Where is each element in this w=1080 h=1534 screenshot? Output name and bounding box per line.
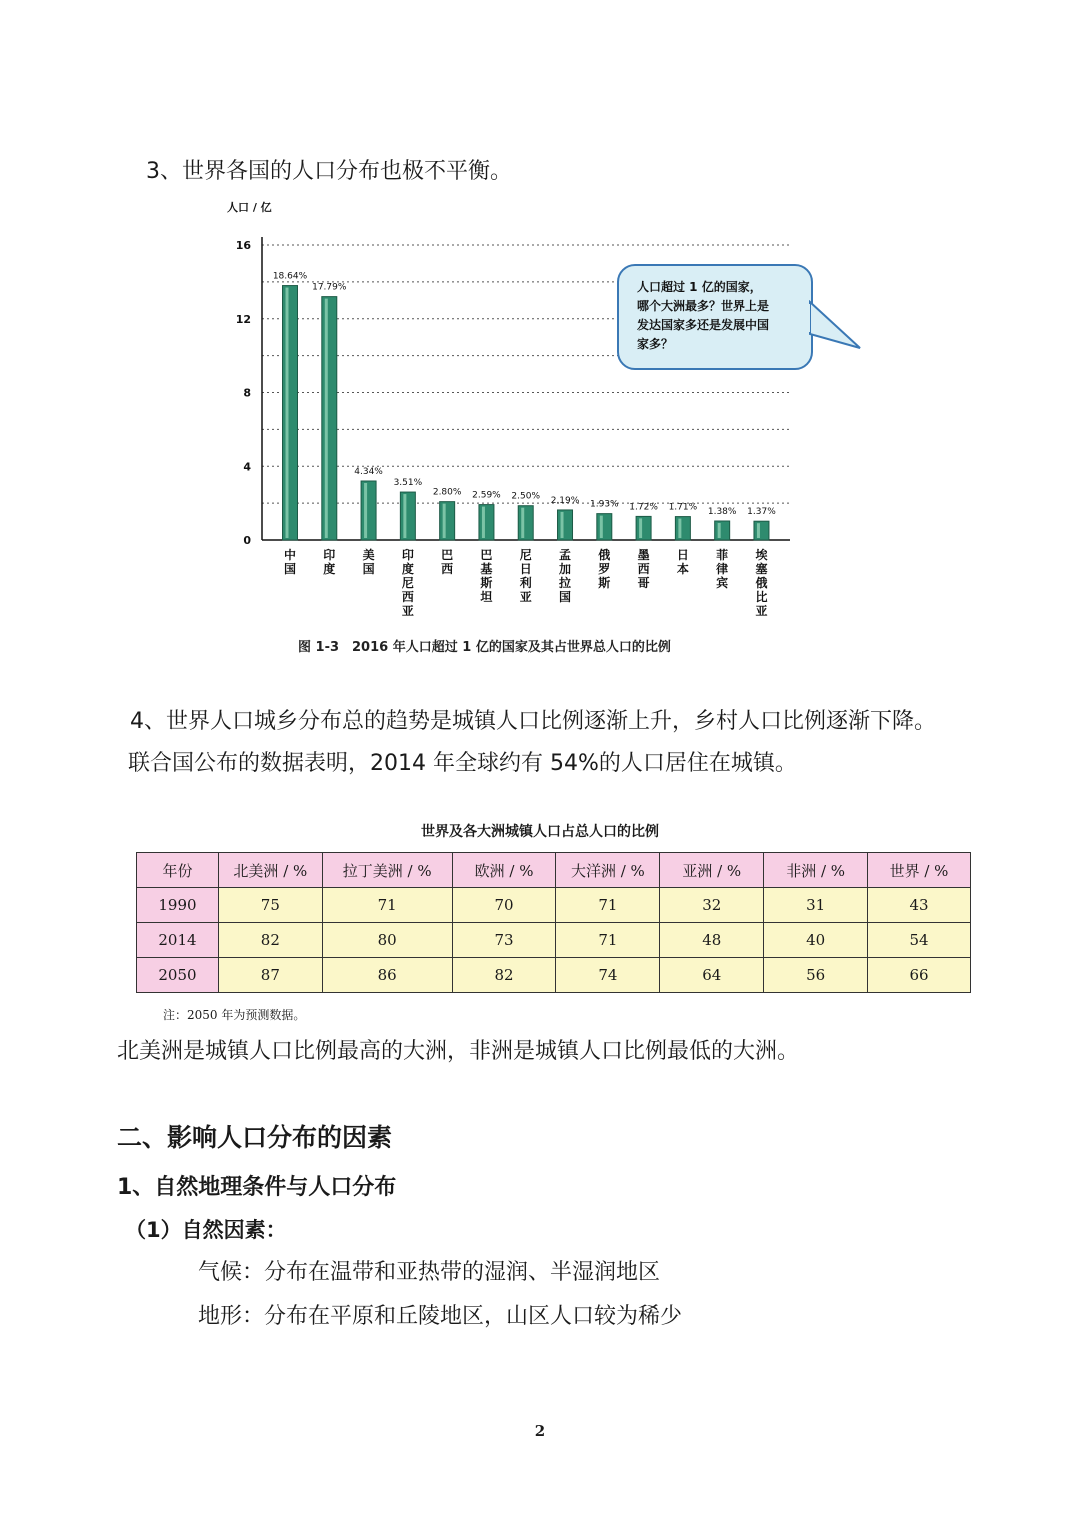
x-category-char: 国 [283, 562, 297, 576]
value-cell: 64 [660, 958, 764, 993]
value-cell: 75 [218, 888, 322, 923]
question-bubble [617, 264, 813, 370]
bar-highlight [757, 523, 760, 538]
value-cell: 82 [218, 923, 322, 958]
bar-highlight [561, 512, 564, 538]
x-category-char: 孟 [559, 548, 572, 562]
bar-highlight [521, 508, 524, 538]
value-cell: 73 [452, 923, 556, 958]
y-tick-label: 4 [243, 460, 251, 474]
x-category-char: 日 [676, 548, 689, 562]
climate-text: 气候：分布在温带和亚热带的湿润、半湿润地区 [198, 1260, 661, 1285]
x-category-char: 墨 [637, 548, 650, 562]
x-category-char: 中 [283, 548, 297, 562]
x-category-char: 俄 [755, 576, 768, 590]
x-category-char: 比 [755, 590, 768, 604]
bar-value-label: 1.38% [707, 507, 737, 518]
value-cell: 40 [764, 923, 868, 958]
header-cell: 亚洲 / % [660, 853, 764, 888]
bar-highlight [600, 516, 603, 538]
bar-value-label: 2.80% [432, 487, 462, 498]
y-tick-label: 16 [235, 239, 251, 252]
value-cell: 32 [660, 888, 764, 923]
bar-highlight [482, 507, 485, 538]
x-category-char: 利 [519, 576, 532, 590]
bar-highlight [718, 523, 721, 538]
value-cell: 66 [868, 958, 971, 993]
x-category-char: 尼 [519, 548, 532, 562]
x-category-char: 国 [362, 562, 375, 576]
x-category-char: 罗 [598, 562, 611, 576]
urban-population-table [136, 852, 971, 993]
y-tick-label: 8 [243, 386, 251, 400]
section3-heading: 3、世界各国的人口分布也极不平衡。 [146, 159, 512, 184]
header-cell: 北美洲 / % [218, 853, 322, 888]
x-category-char: 西 [637, 562, 650, 576]
bar [361, 481, 376, 540]
year-cell: 2014 [137, 923, 219, 958]
bar-value-label: 1.37% [747, 507, 776, 518]
x-category-char: 西 [401, 590, 414, 604]
x-category-char: 本 [676, 562, 689, 576]
figure-caption: 图 1-3 2016 年人口超过 1 亿的国家及其占世界总人口的比例 [298, 640, 671, 655]
bar [636, 516, 651, 540]
value-cell: 43 [868, 888, 971, 923]
x-category-char: 拉 [559, 576, 572, 590]
x-category-char: 菲 [716, 548, 729, 562]
table-row [137, 888, 971, 923]
header-cell: 年份 [137, 853, 219, 888]
value-cell: 54 [868, 923, 971, 958]
bar-highlight [364, 483, 367, 538]
value-cell: 87 [218, 958, 322, 993]
value-cell: 86 [322, 958, 452, 993]
x-category-char: 宾 [716, 576, 729, 590]
bar-value-label: 17.79% [312, 282, 347, 293]
x-category-char: 亚 [519, 590, 532, 604]
bar-highlight [403, 494, 406, 538]
table-header-row [137, 853, 971, 888]
x-category-char: 哥 [637, 576, 650, 590]
value-cell: 82 [452, 958, 556, 993]
value-cell: 80 [322, 923, 452, 958]
bubble-line: 发达国家多还是发展中国 [637, 318, 770, 332]
bar-highlight [678, 519, 681, 538]
header-cell: 非洲 / % [764, 853, 868, 888]
x-category-char: 印 [401, 548, 414, 562]
x-category-char: 西 [441, 562, 454, 576]
bar [754, 521, 769, 540]
x-category-char: 亚 [755, 604, 768, 618]
x-category-char: 度 [323, 562, 336, 576]
header-cell: 世界 / % [868, 853, 971, 888]
x-category-char: 加 [559, 562, 572, 576]
bar [479, 505, 494, 540]
bar-highlight [443, 504, 446, 538]
bar-highlight [639, 518, 642, 538]
x-category-char: 斯 [480, 576, 493, 590]
population-bar-chart [215, 195, 875, 625]
bar [322, 297, 337, 540]
chart-svg [215, 195, 875, 625]
value-cell: 74 [556, 958, 660, 993]
x-category-char: 巴 [441, 548, 454, 562]
header-cell: 欧洲 / % [452, 853, 556, 888]
subsubsection-heading: （1）自然因素： [125, 1218, 287, 1242]
x-category-char: 基 [480, 562, 493, 576]
y-tick-label: 0 [243, 534, 251, 547]
section-heading: 二、影响人口分布的因素 [117, 1123, 393, 1152]
x-category-char: 度 [401, 562, 414, 576]
bubble-tail [808, 300, 868, 360]
bubble-line: 家多？ [637, 337, 674, 351]
bubble-line: 哪个大洲最多？世界上是 [637, 299, 770, 313]
bar-value-label: 18.64% [272, 271, 308, 282]
subsection-heading: 1、自然地理条件与人口分布 [117, 1175, 397, 1200]
bar [440, 502, 455, 540]
bar [283, 286, 298, 540]
table-row [137, 958, 971, 993]
summary-text: 北美洲是城镇人口比例最高的大洲，非洲是城镇人口比例最低的大洲。 [117, 1039, 800, 1064]
x-category-char: 斯 [598, 576, 611, 590]
x-category-char: 印 [323, 548, 336, 562]
bar [518, 506, 533, 540]
value-cell: 31 [764, 888, 868, 923]
header-cell: 拉丁美洲 / % [322, 853, 452, 888]
x-category-char: 塞 [755, 562, 768, 576]
year-cell: 2050 [137, 958, 219, 993]
page-number: 2 [534, 1422, 546, 1440]
bar-value-label: 1.72% [629, 502, 658, 513]
value-cell: 71 [556, 888, 660, 923]
bar-value-label: 2.19% [550, 495, 580, 506]
x-category-char: 国 [559, 590, 572, 604]
value-cell: 70 [452, 888, 556, 923]
x-category-char: 尼 [401, 576, 414, 590]
bar-value-label: 1.71% [668, 502, 698, 513]
table-note: 注：2050 年为预测数据。 [163, 1008, 306, 1022]
value-cell: 71 [322, 888, 452, 923]
x-category-char: 亚 [401, 604, 414, 618]
bar [675, 517, 690, 540]
bar [597, 514, 612, 540]
bubble-line: 人口超过 1 亿的国家， [637, 280, 762, 294]
x-category-char: 巴 [480, 548, 493, 562]
bar [715, 521, 730, 540]
x-category-char: 美 [362, 548, 375, 562]
section4-line2: 联合国公布的数据表明，2014 年全球约有 54%的人口居住在城镇。 [128, 751, 797, 776]
bar-highlight [286, 288, 289, 538]
x-category-char: 埃 [755, 548, 768, 562]
x-category-char: 俄 [598, 548, 611, 562]
bar [400, 492, 415, 540]
table-title: 世界及各大洲城镇人口占总人口的比例 [421, 824, 659, 840]
x-category-char: 坦 [480, 590, 493, 604]
bar-value-label: 3.51% [393, 478, 423, 489]
table-row [137, 923, 971, 958]
bar-value-label: 2.50% [511, 491, 541, 502]
bar-value-label: 4.34% [354, 467, 383, 477]
y-axis-label: 人口 / 亿 [227, 201, 272, 214]
y-tick-label: 12 [235, 312, 251, 326]
header-cell: 大洋洲 / % [556, 853, 660, 888]
x-category-char: 日 [519, 562, 532, 576]
bar-value-label: 1.93% [590, 499, 619, 510]
value-cell: 48 [660, 923, 764, 958]
terrain-text: 地形：分布在平原和丘陵地区，山区人口较为稀少 [198, 1304, 683, 1329]
section4-line1: 4、世界人口城乡分布总的趋势是城镇人口比例逐渐上升，乡村人口比例逐渐下降。 [130, 709, 936, 734]
value-cell: 71 [556, 923, 660, 958]
bar-value-label: 2.59% [472, 490, 501, 501]
value-cell: 56 [764, 958, 868, 993]
bar [558, 510, 573, 540]
year-cell: 1990 [137, 888, 219, 923]
bar-highlight [325, 299, 328, 538]
x-category-char: 律 [716, 562, 729, 576]
